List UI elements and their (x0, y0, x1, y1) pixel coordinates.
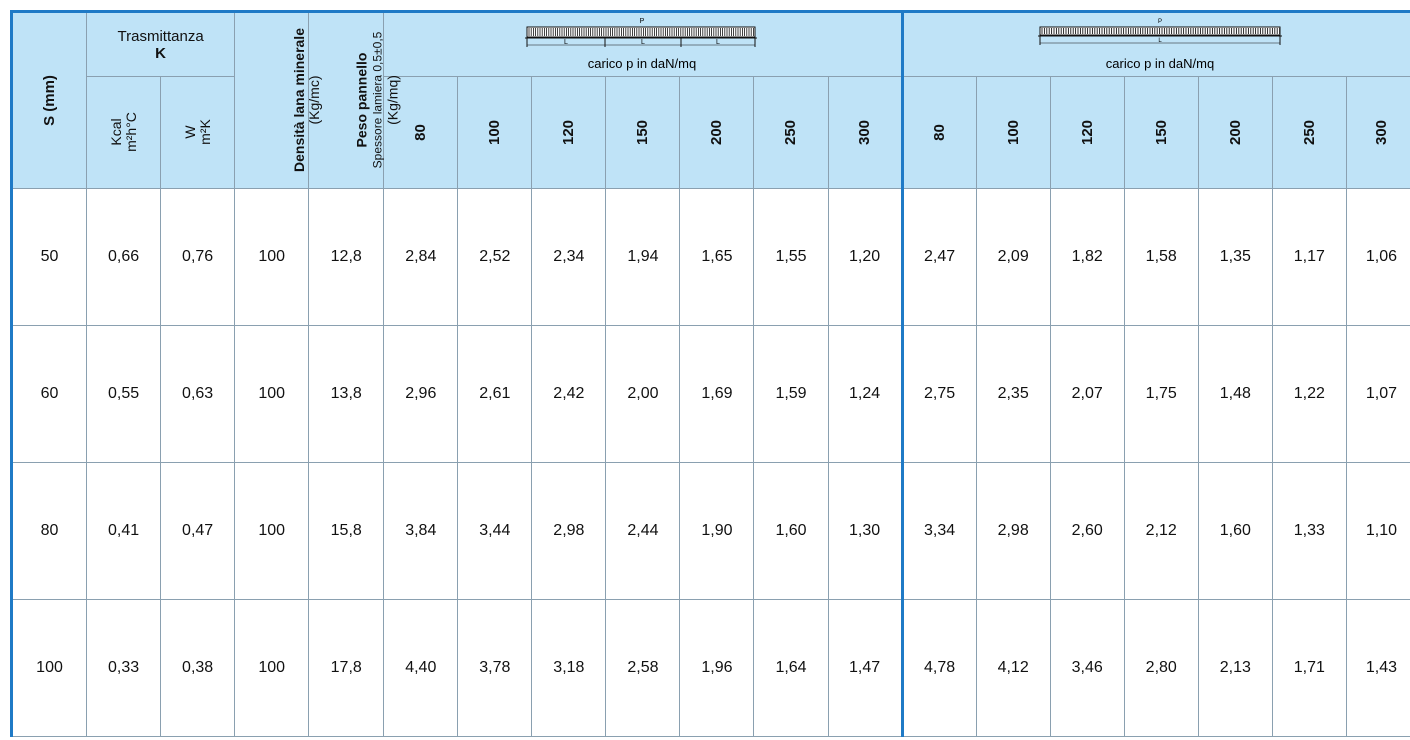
group2-caption: carico p in daN/mq (1105, 55, 1214, 71)
load-header-g1: 100 (458, 77, 532, 189)
group1-caption: carico p in daN/mq (588, 55, 697, 71)
cell-load-g2: 1,33 (1272, 463, 1346, 600)
table-row (12, 463, 1410, 600)
cell-s: 50 (12, 189, 87, 326)
cell-load-g2: 2,09 (976, 189, 1050, 326)
cell-w: 0,38 (161, 600, 235, 737)
cell-load-g2: 1,35 (1198, 189, 1272, 326)
load-header-g1: 250 (754, 77, 828, 189)
cell-load-g2: 1,82 (1050, 189, 1124, 326)
cell-s: 80 (12, 463, 87, 600)
group2-header (902, 12, 1410, 77)
cell-load-g2: 2,07 (1050, 326, 1124, 463)
cell-load-g2: 1,71 (1272, 600, 1346, 737)
cell-load-g1: 1,65 (680, 189, 754, 326)
cell-load-g1: 1,59 (754, 326, 828, 463)
cell-peso: 15,8 (309, 463, 384, 600)
cell-load-g2: 1,10 (1346, 463, 1410, 600)
load-header-g2: 300 (1346, 77, 1410, 189)
span-l-label-2: L (641, 38, 646, 46)
cell-load-g1: 3,78 (458, 600, 532, 737)
kcal-unit: m²h°C (122, 111, 139, 152)
continuous-beam-diagram (517, 15, 767, 75)
k-label: K (155, 44, 167, 62)
span-l-label-single: L (1158, 37, 1162, 44)
cell-w: 0,76 (161, 189, 235, 326)
cell-w: 0,63 (161, 326, 235, 463)
cell-load-g2: 1,75 (1124, 326, 1198, 463)
cell-kcal: 0,33 (87, 600, 161, 737)
kcal-label: Kcal (107, 117, 124, 146)
cell-load-g1: 2,98 (532, 463, 606, 600)
cell-load-g1: 1,47 (828, 600, 902, 737)
cell-load-g1: 1,69 (680, 326, 754, 463)
cell-load-g1: 1,24 (828, 326, 902, 463)
peso-title: Peso pannello (353, 52, 370, 147)
cell-load-g1: 1,60 (754, 463, 828, 600)
peso-unit: (Kg/mq) (384, 74, 401, 125)
load-header-g2: 200 (1198, 77, 1272, 189)
cell-load-g2: 1,48 (1198, 326, 1272, 463)
load-header-g2: 100 (976, 77, 1050, 189)
cell-s: 100 (12, 600, 87, 737)
load-header-g1: 200 (680, 77, 754, 189)
trasmittanza-label: Trasmittanza (117, 27, 204, 45)
cell-load-g2: 1,60 (1198, 463, 1272, 600)
cell-densita: 100 (235, 600, 309, 737)
cell-load-g2: 1,06 (1346, 189, 1410, 326)
cell-load-g1: 2,96 (384, 326, 458, 463)
load-header-g1: 80 (384, 77, 458, 189)
load-header-g1: 120 (532, 77, 606, 189)
cell-load-g1: 1,90 (680, 463, 754, 600)
cell-load-g2: 2,35 (976, 326, 1050, 463)
cell-load-g1: 1,30 (828, 463, 902, 600)
cell-load-g1: 3,18 (532, 600, 606, 737)
cell-peso: 13,8 (309, 326, 384, 463)
load-header-g2: 150 (1124, 77, 1198, 189)
table-row (12, 326, 1410, 463)
densita-unit: (Kg/mc) (306, 75, 323, 125)
cell-load-g1: 2,58 (606, 600, 680, 737)
load-header-g2: 250 (1272, 77, 1346, 189)
w-unit: m²K (196, 118, 213, 145)
cell-load-g2: 2,98 (976, 463, 1050, 600)
w-label: W (181, 124, 198, 139)
cell-w: 0,47 (161, 463, 235, 600)
cell-load-g2: 2,47 (902, 189, 976, 326)
span-l-label-1: L (564, 38, 569, 46)
cell-densita: 100 (235, 189, 309, 326)
cell-densita: 100 (235, 326, 309, 463)
cell-load-g2: 1,43 (1346, 600, 1410, 737)
table-row (12, 600, 1410, 737)
panel-specs-table (10, 10, 1410, 737)
cell-load-g1: 4,40 (384, 600, 458, 737)
load-header-g2: 120 (1050, 77, 1124, 189)
s-header-label: S (mm) (41, 74, 59, 126)
cell-load-g2: 1,17 (1272, 189, 1346, 326)
cell-load-g1: 1,94 (606, 189, 680, 326)
cell-load-g2: 1,58 (1124, 189, 1198, 326)
densita-title: Densità lana minerale (291, 27, 308, 172)
load-header-g1: 150 (606, 77, 680, 189)
cell-load-g2: 3,34 (902, 463, 976, 600)
table-row (12, 189, 1410, 326)
cell-peso: 12,8 (309, 189, 384, 326)
cell-load-g1: 2,52 (458, 189, 532, 326)
cell-load-g1: 2,84 (384, 189, 458, 326)
densita-header (235, 12, 323, 189)
cell-s: 60 (12, 326, 87, 463)
load-p-label-2: P (1157, 18, 1162, 25)
cell-load-g2: 2,12 (1124, 463, 1198, 600)
cell-load-g2: 2,80 (1124, 600, 1198, 737)
cell-load-g1: 1,55 (754, 189, 828, 326)
cell-load-g1: 1,64 (754, 600, 828, 737)
cell-load-g1: 2,00 (606, 326, 680, 463)
cell-load-g2: 1,22 (1272, 326, 1346, 463)
cell-kcal: 0,55 (87, 326, 161, 463)
group1-header (384, 12, 902, 77)
cell-densita: 100 (235, 463, 309, 600)
cell-load-g1: 1,20 (828, 189, 902, 326)
cell-load-g2: 2,13 (1198, 600, 1272, 737)
cell-load-g2: 3,46 (1050, 600, 1124, 737)
cell-peso: 17,8 (309, 600, 384, 737)
span-l-label-3: L (716, 38, 721, 46)
cell-load-g1: 3,44 (458, 463, 532, 600)
cell-load-g1: 2,42 (532, 326, 606, 463)
load-header-g2: 80 (902, 77, 976, 189)
load-header-g1: 300 (828, 77, 902, 189)
cell-load-g1: 2,44 (606, 463, 680, 600)
cell-load-g1: 3,84 (384, 463, 458, 600)
cell-load-g1: 2,61 (458, 326, 532, 463)
load-p-label: P (640, 17, 645, 25)
simple-beam-diagram (1030, 15, 1290, 75)
trasmittanza-header (87, 12, 235, 77)
kcal-header (87, 77, 161, 189)
cell-load-g2: 4,78 (902, 600, 976, 737)
cell-load-g1: 1,96 (680, 600, 754, 737)
s-header (12, 12, 87, 189)
cell-load-g2: 2,75 (902, 326, 976, 463)
cell-load-g1: 2,34 (532, 189, 606, 326)
cell-load-g2: 4,12 (976, 600, 1050, 737)
cell-kcal: 0,66 (87, 189, 161, 326)
cell-load-g2: 1,07 (1346, 326, 1410, 463)
w-header (161, 77, 235, 189)
cell-load-g2: 2,60 (1050, 463, 1124, 600)
peso-sub: Spessore lamiera 0,5±0,5 (370, 31, 385, 168)
cell-kcal: 0,41 (87, 463, 161, 600)
